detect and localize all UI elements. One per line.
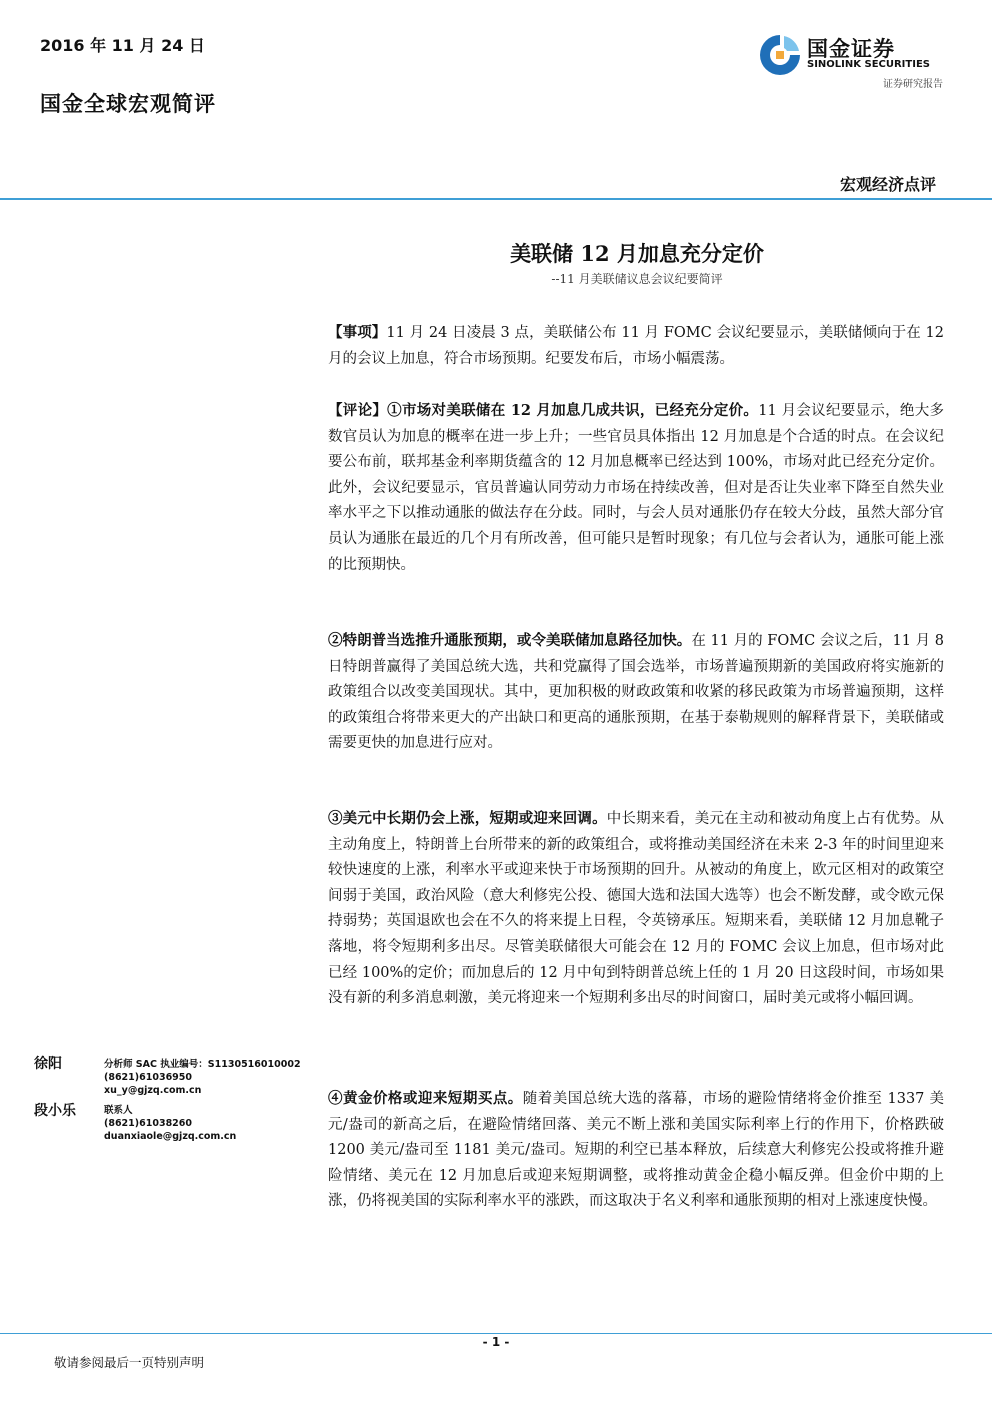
logo-chinese-name: 国金证券 bbox=[807, 37, 895, 61]
paragraph-text: 中长期来看，美元在主动和被动角度上占有优势。从主动角度上，特朗普上台所带来的新的政策组合，或将推动美国经济在未来 2-3 年的时间里迎来较快速度的上涨，利率水平或迎来快于市场预期的回升。从被动的角度上，欧元区相对的政策空间弱于美国，政治风险（意大利修宪公投、德国大选和法国大选等）也会不断发酵，或令欧元保持弱势；英国退欧也会在不久的将来提上日程，令英镑承压。短期来看，美联储 12 月加息靴子落地，将令短期利多出尽。尽管美联储很大可能会在 12 月的 FOMC 会议上加息，但市场对此已经 100%的定价；而加息后的 12 月中旬到特朗普总统上任的 1 月 20 日这段时间，市场如果没有新的利多消息刺激，美元将迎来一个短期利多出尽的时间窗口，届时美元或将小幅回调。 bbox=[328, 811, 945, 1007]
author-name: 段小乐 bbox=[34, 1103, 76, 1119]
report-date: 2016 年 11 月 24 日 bbox=[40, 36, 205, 55]
report-series-title: 国金全球宏观简评 bbox=[40, 91, 216, 116]
footer-disclaimer: 敬请参阅最后一页特别声明 bbox=[54, 1355, 205, 1370]
report-type-label: 证券研究报告 bbox=[883, 79, 943, 90]
page-number: - 1 - bbox=[482, 1335, 510, 1349]
paragraph-lead: 【评论】①市场对美联储在 12 月加息几成共识，已经充分定价。 bbox=[328, 402, 759, 419]
logo-english-name: SINOLINK SECURITIES bbox=[807, 59, 930, 70]
article-subtitle: --11 月美联储议息会议纪要简评 bbox=[551, 272, 723, 286]
author-phone: (8621)61036950 bbox=[104, 1072, 193, 1083]
paragraph-text: 11 月会议纪要显示，绝大多数官员认为加息的概率在进一步上升；一些官员具体指出 12 月加息是个合适的时点。在会议纪要公布前，联邦基金利率期货蕴含的 12 月加息概率已经达到 100%，市场对此已经充分定价。此外，会议纪要显示，官员普遍认同劳动力市场在持续改善，但对是否让失业率下降至自然失业率水平之下以推动通胀的做法存在分歧。同时，与会人员对通胀仍存在较大分歧，虽然大部分官员认为通胀在最近的几个月有所改善，但可能只是暂时现象；有几位与会者认为，通胀可能上涨的比预期快。 bbox=[328, 403, 944, 573]
section-label: 宏观经济点评 bbox=[839, 175, 936, 194]
paragraph-comment-2 bbox=[328, 628, 944, 757]
header-divider bbox=[0, 198, 992, 200]
author-role: 分析师 SAC 执业编号：S1130516010002 bbox=[104, 1059, 301, 1070]
paragraph-comment-1 bbox=[328, 398, 944, 578]
paragraph-text: 在 11 月的 FOMC 会议之后，11 月 8 日特朗普赢得了美国总统大选，共和党赢得了国会选举，市场普遍预期新的美国政府将实施新的政策组合以改变美国现状。其中，更加积极的财政政策和收紧的移民政策为市场普遍预期，这样的政策组合将带来更大的产出缺口和更高的通胀预期，在基于泰勒规则的解释背景下，美联储或需要更快的加息进行应对。 bbox=[328, 633, 944, 752]
author-email[interactable]: xu_y@gjzq.com.cn bbox=[104, 1085, 202, 1096]
paragraph-text: 11 月 24 日凌晨 3 点，美联储公布 11 月 FOMC 会议纪要显示，美联储倾向于在 12 月的会议上加息，符合市场预期。纪要发布后，市场小幅震荡。 bbox=[328, 325, 944, 367]
paragraph-event bbox=[328, 320, 944, 372]
author-contact bbox=[104, 1104, 236, 1143]
author-email[interactable]: duanxiaole@gjzq.com.cn bbox=[104, 1131, 237, 1142]
paragraph-comment-4 bbox=[328, 1086, 944, 1215]
company-logo bbox=[757, 32, 947, 90]
author-phone: (8621)61038260 bbox=[104, 1118, 193, 1129]
paragraph-lead: 【事项】 bbox=[328, 324, 387, 341]
paragraph-text: 随着美国总统大选的落幕，市场的避险情绪将金价推至 1337 美元/盎司的新高之后，在避险情绪回落、美元不断上涨和美国实际利率上行的作用下，价格跌破 1200 美元/盎司至 1181 美元/盎司。短期的利空已基本释放，后续意大利修宪公投或将推升避险情绪、美元在 12 月加息后或迎来短期调整，或将推动黄金企稳小幅反弹。但金价中期的上涨，仍将视美国的实际利率水平的涨跌，而这取决于名义利率和通胀预期的相对上涨速度快慢。 bbox=[328, 1091, 944, 1210]
logo-emblem-icon bbox=[757, 32, 803, 78]
footer-divider bbox=[0, 1333, 992, 1334]
article-title: 美联储 12 月加息充分定价 bbox=[510, 241, 764, 266]
paragraph-lead: ②特朗普当选推升通胀预期，或令美联储加息路径加快。 bbox=[328, 632, 692, 649]
author-contact bbox=[104, 1058, 301, 1097]
author-name: 徐阳 bbox=[34, 1056, 62, 1072]
paragraph-lead: ③美元中长期仍会上涨，短期或迎来回调。 bbox=[328, 810, 607, 827]
author-role: 联系人 bbox=[104, 1105, 133, 1116]
paragraph-lead: ④黄金价格或迎来短期买点。 bbox=[328, 1090, 523, 1107]
paragraph-comment-3 bbox=[328, 806, 944, 1012]
